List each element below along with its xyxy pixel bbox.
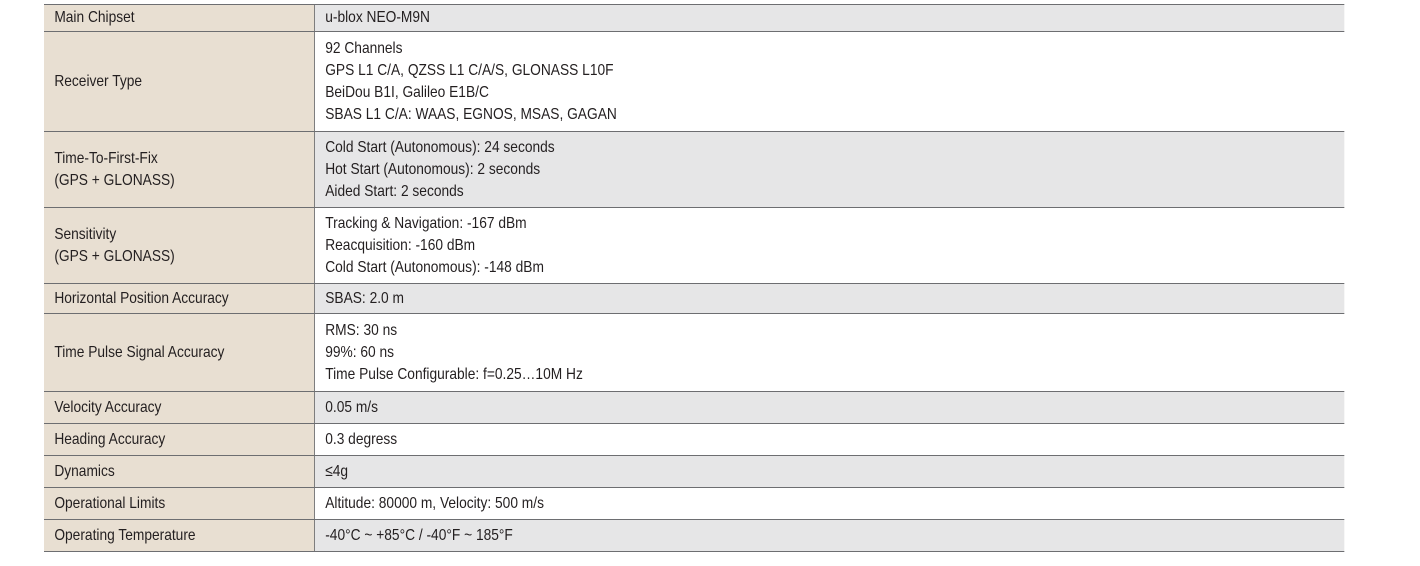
row-label: Receiver Type	[44, 32, 314, 132]
row-label: Sensitivity (GPS + GLONASS)	[44, 208, 314, 284]
table-row	[44, 488, 1344, 520]
table-row	[44, 520, 1344, 552]
row-value: u-blox NEO-M9N	[314, 5, 1344, 32]
row-value: 0.3 degress	[314, 424, 1344, 456]
row-label: Main Chipset	[44, 5, 314, 32]
spec-table	[44, 4, 1344, 552]
row-label: Time-To-First-Fix (GPS + GLONASS)	[44, 132, 314, 208]
table-row	[44, 5, 1344, 32]
table-row	[44, 284, 1344, 314]
row-label: Time Pulse Signal Accuracy	[44, 314, 314, 392]
row-value: Tracking & Navigation: -167 dBm Reacquisition: -160 dBm Cold Start (Autonomous): -148 dBm	[314, 208, 1344, 284]
row-value: Cold Start (Autonomous): 24 seconds Hot Start (Autonomous): 2 seconds Aided Start: 2 seconds	[314, 132, 1344, 208]
row-value: ≤4g	[314, 456, 1344, 488]
row-label: Operating Temperature	[44, 520, 314, 552]
row-value: Altitude: 80000 m, Velocity: 500 m/s	[314, 488, 1344, 520]
row-value: RMS: 30 ns 99%: 60 ns Time Pulse Configurable: f=0.25…10M Hz	[314, 314, 1344, 392]
table-row	[44, 208, 1344, 284]
row-label: Operational Limits	[44, 488, 314, 520]
row-value: 0.05 m/s	[314, 392, 1344, 424]
row-value: -40°C ~ +85°C / -40°F ~ 185°F	[314, 520, 1344, 552]
table-row	[44, 392, 1344, 424]
table-row	[44, 32, 1344, 132]
row-label: Velocity Accuracy	[44, 392, 314, 424]
row-label: Dynamics	[44, 456, 314, 488]
table-row	[44, 132, 1344, 208]
table-row	[44, 456, 1344, 488]
row-value: 92 Channels GPS L1 C/A, QZSS L1 C/A/S, GLONASS L10F BeiDou B1I, Galileo E1B/C SBAS L1 C/A: WAAS, EGNOS, MSAS, GAGAN	[314, 32, 1344, 132]
row-label: Horizontal Position Accuracy	[44, 284, 314, 314]
row-value: SBAS: 2.0 m	[314, 284, 1344, 314]
table-row	[44, 314, 1344, 392]
table-row	[44, 424, 1344, 456]
row-label: Heading Accuracy	[44, 424, 314, 456]
